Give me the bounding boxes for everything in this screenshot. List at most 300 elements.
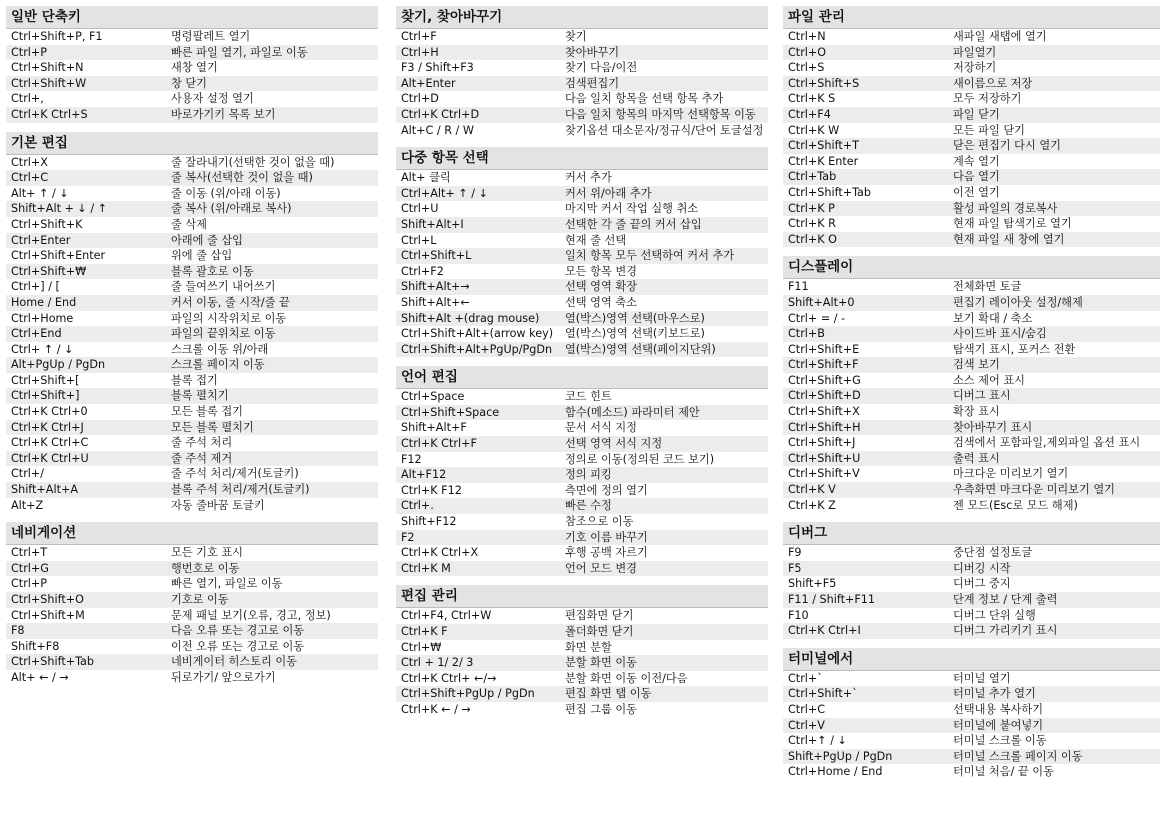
section-title: 파일 관리 bbox=[783, 6, 1160, 29]
shortcut-description: 현재 파일 탐색기로 열기 bbox=[953, 217, 1072, 231]
shortcut-key: Ctrl+ ↑ / ↓ bbox=[11, 342, 74, 356]
shortcut-description: 파일열기 bbox=[953, 45, 997, 59]
shortcut-key: Ctrl+↑ / ↓ bbox=[788, 734, 847, 748]
shortcut-description: 후행 공백 자르기 bbox=[565, 546, 648, 560]
shortcut-description: 스크롤 페이지 이동 bbox=[171, 358, 265, 372]
shortcut-row bbox=[6, 342, 378, 358]
shortcut-key: Ctrl+K Ctrl+I bbox=[788, 624, 861, 638]
shortcut-row bbox=[783, 60, 1160, 76]
shortcut-row bbox=[783, 232, 1160, 248]
shortcut-row bbox=[396, 530, 768, 546]
shortcut-key: Ctrl+] / [ bbox=[11, 280, 60, 294]
shortcut-row bbox=[396, 405, 768, 421]
shortcut-description: 줄 이동 (위/아래 이동) bbox=[171, 186, 281, 200]
shortcut-description: 줄 복사 (위/아래로 복사) bbox=[171, 202, 292, 216]
shortcut-description: 편집 화면 탭 이동 bbox=[565, 687, 652, 701]
shortcut-key: Ctrl+K Ctrl+X bbox=[401, 546, 479, 560]
shortcut-description: 아래에 줄 삽입 bbox=[171, 233, 243, 247]
shortcut-description: 블록 주석 처리/제거(토글키) bbox=[171, 483, 310, 497]
shortcut-section bbox=[783, 6, 1160, 247]
shortcut-list bbox=[6, 545, 378, 685]
shortcut-key: Ctrl+/ bbox=[11, 467, 45, 481]
shortcut-row bbox=[783, 671, 1160, 687]
shortcut-key: Ctrl+F2 bbox=[401, 264, 444, 278]
shortcut-key: Ctrl+K W bbox=[788, 123, 840, 137]
shortcut-description: 문제 패널 보기(오류, 경고, 정보) bbox=[171, 608, 331, 622]
shortcut-row bbox=[783, 91, 1160, 107]
shortcut-row bbox=[783, 498, 1160, 514]
shortcut-key: Ctrl+Shift+O bbox=[11, 593, 84, 606]
shortcut-description: 분할 화면 이동 bbox=[565, 656, 637, 670]
shortcut-row bbox=[783, 123, 1160, 139]
shortcut-row bbox=[6, 326, 378, 342]
shortcut-description: 찾아바꾸기 bbox=[565, 45, 620, 59]
shortcut-key: Ctrl+B bbox=[788, 327, 825, 341]
shortcut-list bbox=[396, 170, 768, 357]
shortcut-key: Ctrl+K Ctrl+J bbox=[11, 420, 84, 434]
shortcut-key: Ctrl+Shift+K bbox=[11, 217, 83, 231]
section-title: 기본 편집 bbox=[6, 132, 378, 155]
shortcut-key: F3 / Shift+F3 bbox=[401, 61, 474, 75]
shortcut-key: Ctrl+H bbox=[401, 45, 439, 59]
shortcut-row bbox=[396, 60, 768, 76]
shortcut-row bbox=[6, 545, 378, 561]
shortcut-row bbox=[396, 467, 768, 483]
shortcut-row bbox=[783, 608, 1160, 624]
shortcut-row bbox=[783, 482, 1160, 498]
shortcut-row bbox=[396, 248, 768, 264]
shortcut-key: Ctrl+C bbox=[788, 702, 826, 716]
shortcut-description: 새파일 새탭에 열기 bbox=[953, 30, 1047, 43]
shortcut-key: F8 bbox=[11, 624, 25, 638]
shortcut-description: 분할 화면 이동 이전/다음 bbox=[565, 671, 688, 685]
shortcut-key: Ctrl+K R bbox=[788, 217, 836, 231]
shortcut-description: 파일의 끝위치로 이동 bbox=[171, 327, 276, 341]
shortcut-row bbox=[783, 45, 1160, 61]
shortcut-description: 화면 분할 bbox=[565, 640, 612, 654]
shortcut-description: 뒤로가기/ 앞으로가기 bbox=[171, 670, 276, 684]
shortcut-row bbox=[6, 482, 378, 498]
shortcut-description: 선택내용 복사하기 bbox=[953, 702, 1044, 716]
shortcut-list bbox=[783, 671, 1160, 780]
shortcut-description: 디버깅 시작 bbox=[953, 561, 1011, 575]
shortcut-description: 줄 잘라내기(선택한 것이 없을 때) bbox=[171, 155, 335, 169]
shortcut-key: Ctrl+Shift+U bbox=[788, 451, 861, 465]
shortcut-key: Ctrl+Shift+W bbox=[11, 76, 87, 90]
shortcut-description: 블록 접기 bbox=[171, 373, 218, 387]
section-title: 찾기, 찾아바꾸기 bbox=[396, 6, 768, 29]
shortcut-row bbox=[783, 435, 1160, 451]
shortcut-row bbox=[6, 435, 378, 451]
shortcut-key: Ctrl+F4, Ctrl+W bbox=[401, 609, 492, 623]
shortcut-row bbox=[396, 217, 768, 233]
shortcut-row bbox=[783, 623, 1160, 639]
shortcut-description: 모든 기호 표시 bbox=[171, 546, 243, 560]
shortcut-section bbox=[783, 648, 1160, 780]
shortcut-description: 파일의 시작위치로 이동 bbox=[171, 311, 287, 325]
shortcut-key: Ctrl+Home bbox=[11, 311, 74, 325]
shortcut-description: 참조으로 이동 bbox=[565, 515, 634, 529]
shortcut-row bbox=[783, 279, 1160, 295]
shortcut-key: Ctrl+K Ctrl+S bbox=[11, 107, 88, 121]
shortcut-list bbox=[783, 545, 1160, 639]
shortcut-description: 위에 줄 삽입 bbox=[171, 249, 233, 263]
shortcut-key: Ctrl+K F12 bbox=[401, 483, 462, 497]
section-title: 편집 관리 bbox=[396, 585, 768, 608]
shortcut-row bbox=[6, 217, 378, 233]
shortcut-description: 열(박스)영역 선택(페이지단위) bbox=[565, 342, 716, 356]
shortcut-description: 측면에 정의 열기 bbox=[565, 483, 648, 497]
shortcut-key: Ctrl+Shift+H bbox=[788, 420, 861, 434]
shortcut-row bbox=[6, 311, 378, 327]
shortcut-key: F12 bbox=[401, 452, 422, 466]
shortcut-description: 현재 파일 새 창에 열기 bbox=[953, 232, 1065, 246]
shortcut-row bbox=[396, 545, 768, 561]
shortcut-key: Ctrl+K Ctrl+C bbox=[11, 436, 89, 450]
shortcut-key: Ctrl+Shift+G bbox=[788, 373, 861, 387]
shortcut-key: Ctrl+K Enter bbox=[788, 154, 859, 168]
shortcut-key: Ctrl+K O bbox=[788, 232, 837, 246]
shortcut-key: Ctrl+Tab bbox=[788, 170, 837, 184]
shortcut-description: 모든 항목 변경 bbox=[565, 264, 637, 278]
shortcut-row bbox=[6, 388, 378, 404]
shortcut-row bbox=[396, 186, 768, 202]
shortcut-description: 네비게이터 히스토리 이동 bbox=[171, 655, 297, 669]
shortcut-row bbox=[783, 749, 1160, 765]
shortcut-row bbox=[396, 91, 768, 107]
shortcut-section bbox=[396, 585, 768, 717]
shortcut-description: 단계 정보 / 단계 출력 bbox=[953, 593, 1058, 606]
shortcut-list bbox=[396, 608, 768, 717]
shortcut-row bbox=[783, 404, 1160, 420]
section-title: 터미널에서 bbox=[783, 648, 1160, 671]
shortcut-row bbox=[783, 154, 1160, 170]
shortcut-key: Alt+C / R / W bbox=[401, 123, 474, 137]
shortcut-key: Ctrl+Shift+V bbox=[788, 467, 860, 481]
shortcut-row bbox=[396, 107, 768, 123]
shortcut-key: Ctrl+Shift+P, F1 bbox=[11, 30, 103, 43]
shortcut-description: 활성 파일의 경로복사 bbox=[953, 201, 1058, 215]
shortcut-key: F2 bbox=[401, 530, 415, 544]
shortcut-row bbox=[6, 186, 378, 202]
shortcut-row bbox=[396, 624, 768, 640]
shortcut-description: 행번호로 이동 bbox=[171, 561, 240, 575]
shortcut-description: 검색편집기 bbox=[565, 76, 620, 90]
shortcut-row bbox=[6, 608, 378, 624]
shortcut-key: Ctrl+O bbox=[788, 45, 827, 59]
shortcut-description: 찾아바꾸기 표시 bbox=[953, 420, 1033, 434]
shortcut-row bbox=[396, 671, 768, 687]
shortcut-section bbox=[396, 147, 768, 357]
shortcut-description: 소스 제어 표시 bbox=[953, 373, 1025, 387]
shortcut-row bbox=[6, 451, 378, 467]
shortcut-description: 정의 피킹 bbox=[565, 468, 612, 482]
shortcut-key: Ctrl+Shift+Enter bbox=[11, 249, 106, 263]
shortcut-row bbox=[396, 420, 768, 436]
shortcut-description: 줄 삭제 bbox=[171, 217, 207, 231]
shortcut-description: 디버그 단위 실행 bbox=[953, 608, 1036, 622]
shortcut-row bbox=[6, 29, 378, 45]
shortcut-row bbox=[783, 76, 1160, 92]
shortcut-row bbox=[6, 357, 378, 373]
shortcut-key: Home / End bbox=[11, 295, 77, 309]
shortcut-row bbox=[396, 561, 768, 577]
shortcut-key: Alt+F12 bbox=[401, 468, 447, 482]
shortcut-description: 전체화면 토글 bbox=[953, 280, 1022, 294]
shortcut-key: Ctrl+Shift+X bbox=[788, 405, 860, 419]
shortcut-row bbox=[396, 452, 768, 468]
section-title: 네비게이션 bbox=[6, 522, 378, 545]
shortcut-row bbox=[396, 264, 768, 280]
shortcut-description: 줄 들여쓰기 내어쓰기 bbox=[171, 280, 276, 294]
shortcut-list bbox=[783, 279, 1160, 513]
shortcut-key: Ctrl+K S bbox=[788, 92, 836, 106]
shortcut-key: Ctrl+Shift+Alt+PgUp/PgDn bbox=[401, 342, 553, 356]
shortcut-row bbox=[6, 295, 378, 311]
shortcut-key: Ctrl+K Ctrl+0 bbox=[11, 405, 88, 419]
shortcut-key: Shift+Alt+0 bbox=[788, 295, 855, 309]
shortcut-key: Ctrl+K M bbox=[401, 561, 451, 575]
shortcut-row bbox=[6, 639, 378, 655]
shortcut-description: 커서 위/아래 추가 bbox=[565, 186, 652, 200]
shortcut-key: Shift+Alt+A bbox=[11, 483, 78, 497]
shortcut-description: 터미널 열기 bbox=[953, 671, 1011, 685]
shortcut-description: 모든 블록 접기 bbox=[171, 405, 243, 419]
shortcut-description: 마지막 커서 작업 실행 취소 bbox=[565, 202, 699, 216]
shortcut-row bbox=[6, 60, 378, 76]
shortcut-key: Ctrl+Alt+ ↑ / ↓ bbox=[401, 186, 488, 200]
shortcut-row bbox=[396, 389, 768, 405]
shortcut-row bbox=[783, 342, 1160, 358]
shortcut-description: 정의로 이동(정의된 코드 보기) bbox=[565, 452, 715, 466]
shortcut-key: Shift+Alt+← bbox=[401, 295, 470, 309]
shortcut-description: 다음 열기 bbox=[953, 170, 1000, 184]
shortcut-key: Ctrl+S bbox=[788, 61, 825, 75]
shortcut-row bbox=[783, 138, 1160, 154]
shortcut-description: 디버그 가리키기 표시 bbox=[953, 624, 1058, 638]
shortcut-row bbox=[396, 311, 768, 327]
shortcut-description: 커서 이동, 줄 시작/줄 끝 bbox=[171, 295, 290, 309]
shortcut-row bbox=[783, 451, 1160, 467]
shortcut-description: 다음 오류 또는 경고로 이동 bbox=[171, 624, 305, 638]
shortcut-description: 선택한 각 줄 끝의 커서 삽입 bbox=[565, 217, 702, 231]
shortcut-description: 선택 영역 축소 bbox=[565, 295, 637, 309]
shortcut-description: 찾기옵션 대소문자/정규식/단어 토글설정 bbox=[565, 123, 764, 137]
shortcut-list bbox=[396, 389, 768, 576]
shortcut-description: 일치 항목 모두 선택하여 커서 추가 bbox=[565, 249, 735, 263]
shortcut-key: F9 bbox=[788, 546, 802, 560]
shortcut-row bbox=[396, 640, 768, 656]
shortcut-description: 빠른 수정 bbox=[565, 499, 612, 513]
shortcut-key: Alt+Enter bbox=[401, 76, 456, 90]
shortcut-description: 폴더화면 닫기 bbox=[565, 625, 634, 638]
shortcut-section bbox=[783, 256, 1160, 513]
shortcut-row bbox=[6, 264, 378, 280]
shortcut-row bbox=[6, 498, 378, 514]
shortcut-row bbox=[783, 592, 1160, 608]
shortcut-row bbox=[396, 326, 768, 342]
shortcut-description: 커서 추가 bbox=[565, 171, 612, 185]
shortcut-key: Ctrl+End bbox=[11, 327, 62, 341]
shortcut-row bbox=[783, 733, 1160, 749]
shortcut-row bbox=[6, 201, 378, 217]
shortcut-key: Shift+F5 bbox=[788, 577, 837, 591]
shortcut-description: 디버그 중지 bbox=[953, 577, 1011, 591]
shortcut-key: Ctrl+K F bbox=[401, 625, 448, 638]
shortcut-key: Ctrl+F4 bbox=[788, 107, 831, 121]
shortcut-key: F10 bbox=[788, 608, 809, 622]
shortcut-description: 우측화면 마크다운 미리보기 열기 bbox=[953, 483, 1115, 497]
shortcut-row bbox=[6, 233, 378, 249]
shortcut-key: Ctrl+C bbox=[11, 171, 49, 185]
shortcut-list bbox=[6, 29, 378, 123]
shortcut-key: Ctrl+Shift+M bbox=[11, 608, 85, 622]
shortcut-key: Ctrl+Shift+E bbox=[788, 342, 860, 356]
shortcut-row bbox=[396, 295, 768, 311]
shortcut-row bbox=[6, 420, 378, 436]
shortcut-row bbox=[396, 45, 768, 61]
shortcut-key: Alt+ ← / → bbox=[11, 670, 69, 684]
shortcut-key: Ctrl+Shift+Tab bbox=[788, 185, 872, 199]
shortcut-description: 문서 서식 지정 bbox=[565, 421, 637, 435]
shortcut-description: 코드 힌트 bbox=[565, 390, 612, 404]
shortcut-description: 빠른 열기, 파일로 이동 bbox=[171, 577, 283, 591]
shortcut-key: Ctrl+Shift+₩ bbox=[11, 264, 87, 278]
shortcut-key: Ctrl+K Ctrl+F bbox=[401, 437, 477, 451]
shortcut-description: 모든 블록 펼치기 bbox=[171, 420, 254, 434]
shortcut-key: Shift+Alt+I bbox=[401, 217, 464, 231]
shortcut-row bbox=[783, 545, 1160, 561]
shortcut-row bbox=[6, 592, 378, 608]
shortcut-row bbox=[6, 654, 378, 670]
shortcut-description: 언어 모드 변경 bbox=[565, 561, 637, 575]
shortcut-key: Ctrl+Shift+[ bbox=[11, 373, 80, 387]
shortcut-key: Ctrl+, bbox=[11, 92, 44, 106]
section-title: 언어 편집 bbox=[396, 366, 768, 389]
shortcut-description: 함수(메소드) 파라미터 제안 bbox=[565, 405, 700, 419]
shortcut-description: 사용자 설정 열기 bbox=[171, 92, 254, 106]
shortcut-row bbox=[783, 686, 1160, 702]
shortcut-description: 보기 확대 / 축소 bbox=[953, 311, 1033, 325]
shortcut-description: 검색에서 포함파일,제외파일 옵션 표시 bbox=[953, 436, 1141, 450]
shortcut-description: 새창 열기 bbox=[171, 61, 218, 75]
shortcut-description: 디버그 표시 bbox=[953, 389, 1011, 403]
shortcut-key: Ctrl+Shift+D bbox=[788, 389, 861, 403]
shortcut-row bbox=[6, 248, 378, 264]
section-title: 다중 항목 선택 bbox=[396, 147, 768, 170]
shortcut-key: Shift+F12 bbox=[401, 515, 457, 529]
shortcut-row bbox=[396, 702, 768, 718]
shortcut-key: Ctrl+N bbox=[788, 30, 826, 43]
shortcut-row bbox=[6, 404, 378, 420]
shortcut-row bbox=[6, 466, 378, 482]
shortcut-row bbox=[783, 764, 1160, 780]
shortcut-key: Alt+ ↑ / ↓ bbox=[11, 186, 69, 200]
section-title: 디스플레이 bbox=[783, 256, 1160, 279]
shortcut-key: F5 bbox=[788, 561, 802, 575]
shortcut-row bbox=[783, 29, 1160, 45]
shortcut-row bbox=[783, 576, 1160, 592]
shortcut-key: Ctrl+D bbox=[401, 92, 439, 106]
shortcut-row bbox=[396, 123, 768, 139]
shortcut-row bbox=[6, 576, 378, 592]
shortcut-section bbox=[396, 6, 768, 138]
shortcut-description: 자동 줄바꿈 토글키 bbox=[171, 498, 265, 512]
shortcut-section bbox=[6, 6, 378, 123]
shortcut-row bbox=[6, 45, 378, 61]
shortcut-row bbox=[6, 623, 378, 639]
shortcut-description: 사이드바 표시/숨김 bbox=[953, 327, 1047, 341]
shortcut-description: 선택 영역 서식 지정 bbox=[565, 437, 663, 451]
shortcut-description: 이전 오류 또는 경고로 이동 bbox=[171, 639, 305, 653]
shortcut-key: Ctrl+G bbox=[11, 561, 49, 575]
shortcut-row bbox=[783, 357, 1160, 373]
shortcut-description: 찾기 bbox=[565, 30, 587, 43]
shortcut-row bbox=[783, 373, 1160, 389]
shortcut-description: 선택 영역 확장 bbox=[565, 280, 637, 294]
shortcut-row bbox=[396, 436, 768, 452]
shortcut-row bbox=[783, 420, 1160, 436]
shortcut-key: F11 bbox=[788, 280, 809, 294]
shortcut-row bbox=[783, 326, 1160, 342]
shortcut-row bbox=[396, 483, 768, 499]
shortcut-description: 터미널에 붙여넣기 bbox=[953, 718, 1044, 732]
shortcut-description: 기호 이름 바꾸기 bbox=[565, 530, 648, 544]
shortcut-description: 터미널 스크롤 페이지 이동 bbox=[953, 749, 1083, 763]
shortcut-key: Shift+Alt+F bbox=[401, 421, 467, 435]
shortcut-row bbox=[6, 107, 378, 123]
shortcut-key: Ctrl+Shift+T bbox=[788, 139, 859, 153]
shortcut-row bbox=[783, 702, 1160, 718]
shortcut-key: Ctrl+K Ctrl+ ←/→ bbox=[401, 671, 497, 685]
shortcut-key: Ctrl+K ← / → bbox=[401, 702, 471, 716]
column-2 bbox=[396, 6, 768, 727]
shortcut-key: Ctrl+Shift+Space bbox=[401, 405, 500, 419]
shortcut-key: Ctrl+K V bbox=[788, 483, 836, 497]
shortcut-description: 편집기 레이아웃 설정/해제 bbox=[953, 295, 1083, 309]
shortcut-description: 줄 주석 처리/제거(토글키) bbox=[171, 467, 299, 481]
shortcut-key: Alt+PgUp / PgDn bbox=[11, 358, 106, 372]
shortcut-key: Ctrl+Shift+F bbox=[788, 358, 859, 372]
shortcut-description: 다음 일치 항목을 선택 항목 추가 bbox=[565, 92, 724, 106]
shortcut-row bbox=[6, 561, 378, 577]
shortcut-row bbox=[396, 342, 768, 358]
shortcut-key: Shift+PgUp / PgDn bbox=[788, 749, 893, 763]
shortcut-description: 기호로 이동 bbox=[171, 593, 229, 606]
shortcut-row bbox=[783, 185, 1160, 201]
shortcut-row bbox=[783, 295, 1160, 311]
shortcut-key: Ctrl+T bbox=[11, 546, 48, 560]
shortcut-description: 찾기 다음/이전 bbox=[565, 61, 638, 75]
shortcut-row bbox=[783, 466, 1160, 482]
shortcut-row bbox=[396, 686, 768, 702]
shortcut-description: 파일 닫기 bbox=[953, 107, 1000, 121]
shortcut-description: 현재 줄 선택 bbox=[565, 233, 627, 247]
shortcut-key: Ctrl+P bbox=[11, 45, 48, 59]
shortcut-description: 모두 저장하기 bbox=[953, 92, 1022, 106]
shortcut-key: F11 / Shift+F11 bbox=[788, 593, 876, 606]
shortcut-description: 출력 표시 bbox=[953, 451, 1000, 465]
shortcut-description: 명령팔레트 열기 bbox=[171, 30, 251, 43]
shortcut-key: Ctrl+P bbox=[11, 577, 48, 591]
shortcut-list bbox=[396, 29, 768, 138]
shortcut-key: Ctrl+Shift+Alt+(arrow key) bbox=[401, 327, 554, 341]
shortcut-key: Ctrl+Shift+L bbox=[401, 249, 472, 263]
shortcut-row bbox=[396, 233, 768, 249]
shortcut-key: Ctrl+K P bbox=[788, 201, 835, 215]
shortcut-row bbox=[783, 107, 1160, 123]
shortcut-description: 줄 복사(선택한 것이 없을 때) bbox=[171, 171, 313, 185]
